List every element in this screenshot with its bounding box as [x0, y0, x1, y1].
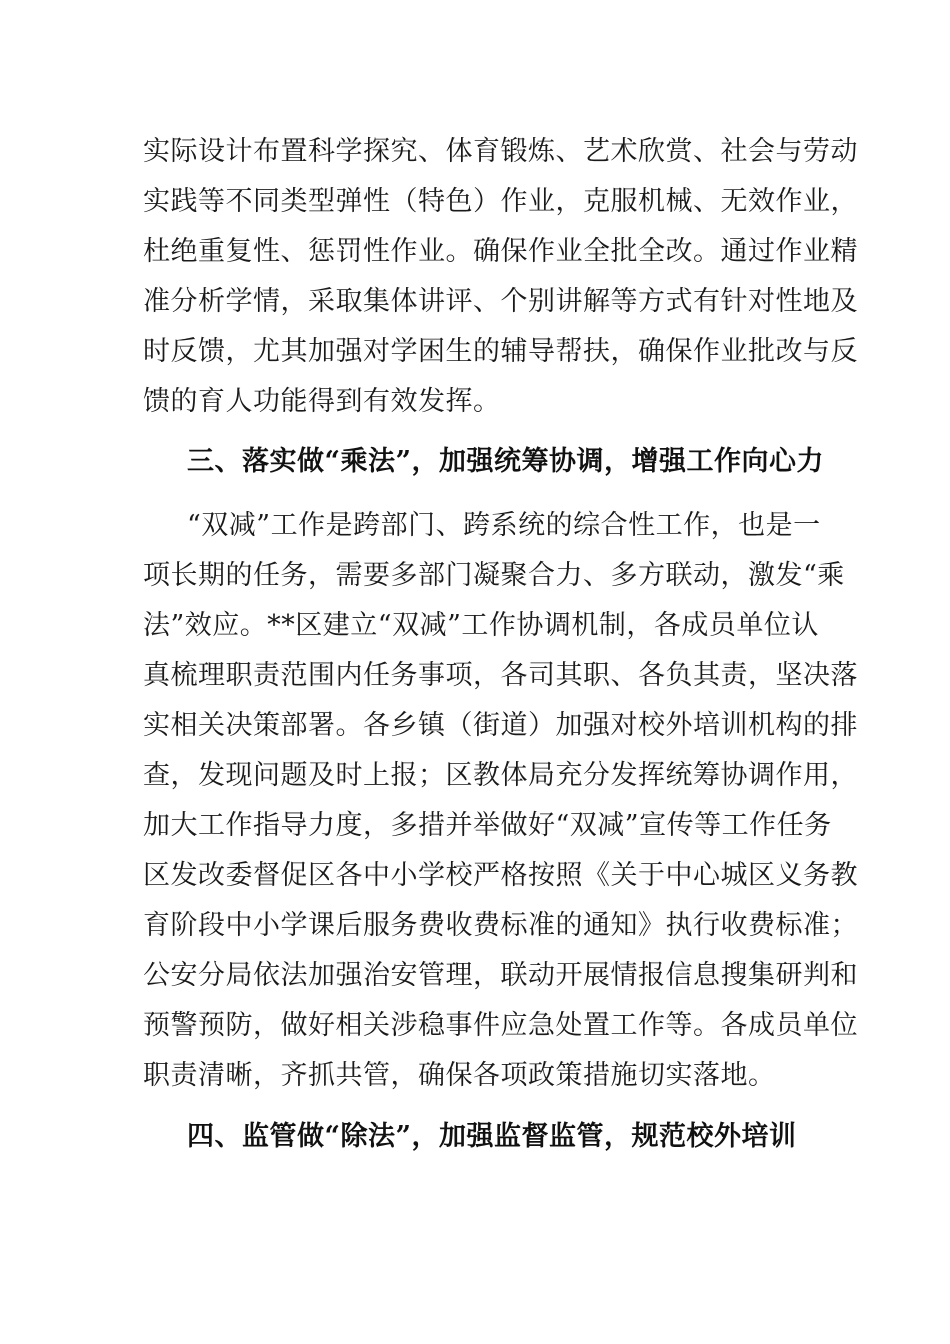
text-line: 查，发现问题及时上报；区教体局充分发挥统筹协调作用， — [143, 760, 858, 791]
text-line: “双减”工作是跨部门、跨系统的综合性工作，也是一 — [187, 510, 821, 541]
text-line: 区发改委督促区各中小学校严格按照《关于中心城区义务教 — [143, 860, 858, 891]
text-line: 馈的育人功能得到有效发挥。 — [143, 386, 501, 417]
text-line: 职责清晰，齐抓共管，确保各项政策措施切实落地。 — [143, 1060, 776, 1091]
text-line: 法”效应。**区建立“双减”工作协调机制，各成员单位认 — [143, 610, 819, 641]
section-heading-4: 四、监管做“除法”，加强监督监管，规范校外培训 — [187, 1121, 797, 1152]
text-line: 实际设计布置科学探究、体育锻炼、艺术欣赏、社会与劳动 — [143, 136, 858, 167]
text-line: 公安分局依法加强治安管理，联动开展情报信息搜集研判和 — [143, 960, 858, 991]
text-line: 实相关决策部署。各乡镇（街道）加强对校外培训机构的排 — [143, 710, 858, 741]
text-line: 育阶段中小学课后服务费收费标准的通知》执行收费标准； — [143, 910, 858, 941]
text-line: 杜绝重复性、惩罚性作业。确保作业全批全改。通过作业精 — [143, 236, 858, 267]
text-line: 时反馈，尤其加强对学困生的辅导帮扶，确保作业批改与反 — [143, 336, 858, 367]
text-line: 准分析学情，采取集体讲评、个别讲解等方式有针对性地及 — [143, 286, 858, 317]
text-line: 预警预防，做好相关涉稳事件应急处置工作等。各成员单位 — [143, 1010, 858, 1041]
text-line: 加大工作指导力度，多措并举做好“双减”宣传等工作任务 — [143, 810, 832, 841]
text-line: 项长期的任务，需要多部门凝聚合力、多方联动，激发“乘 — [143, 560, 845, 591]
section-heading-3: 三、落实做“乘法”，加强统筹协调，增强工作向心力 — [187, 446, 825, 477]
text-line: 实践等不同类型弹性（特色）作业，克服机械、无效作业， — [143, 186, 858, 217]
text-line: 真梳理职责范围内任务事项，各司其职、各负其责，坚决落 — [143, 660, 858, 691]
